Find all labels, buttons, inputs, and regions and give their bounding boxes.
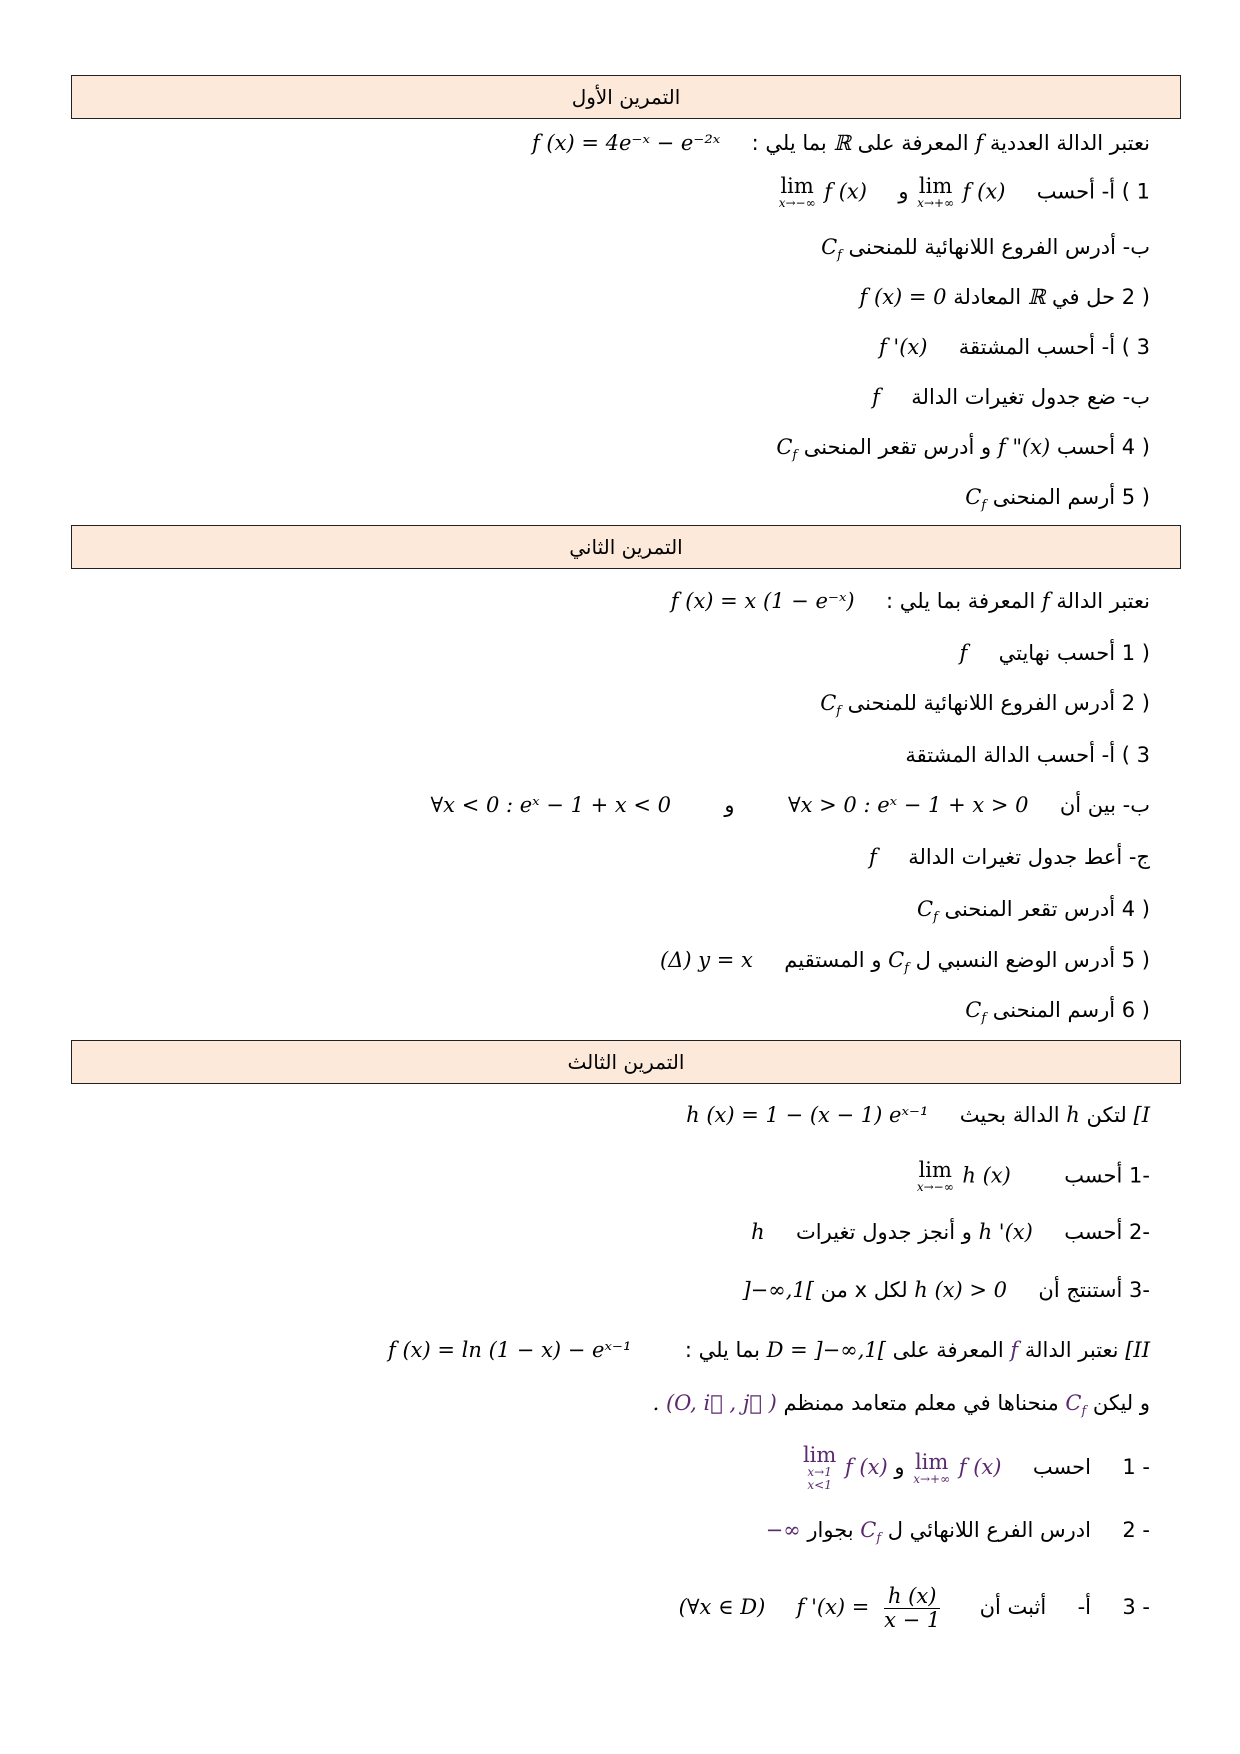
ex2-intro-text: نعتبر الدالة <box>1056 589 1150 613</box>
ex2-q5-line: (Δ) y = x <box>660 948 753 972</box>
ex3-p1 <box>801 1445 1150 1492</box>
ex2-cf-sub: f <box>876 1530 882 1546</box>
ex3-partII-label: [II <box>1125 1338 1150 1362</box>
ex2-q6 <box>965 995 1150 1025</box>
ex1-intro-mid: المعرفة على <box>857 131 969 155</box>
ex1-lim-word: lim <box>918 174 953 198</box>
ex2-intro-formula: f (x) = x (1 − e⁻ˣ) <box>670 589 855 613</box>
ex2-cf: C <box>1065 1391 1082 1415</box>
ex3-partII-dot: . <box>652 1391 660 1415</box>
exercise-1-title: التمرين الأول <box>571 85 681 109</box>
ex1-q4-text2: و أدرس تقعر المنحنى <box>803 435 992 459</box>
ex3-p3-text: أثبت أن <box>979 1595 1047 1620</box>
ex1-q3a-num: 3 ) أ- <box>1101 335 1150 359</box>
ex1-intro-R: ℝ <box>833 131 851 155</box>
ex2-q1-f: f <box>959 641 968 665</box>
ex2-q2 <box>820 688 1150 718</box>
ex3-partII-curve <box>653 1388 1150 1418</box>
ex2-q3a-text: أحسب الدالة المشتقة <box>905 743 1095 767</box>
ex2-cf-sub: f <box>836 703 841 719</box>
ex3-q2-h: h <box>751 1220 765 1244</box>
ex1-q1a-num: 1 ) أ- <box>1101 179 1150 204</box>
ex3-q1-lim-sub: x→−∞ <box>916 1180 954 1194</box>
ex2-cf: C <box>917 897 934 921</box>
ex1-q3b <box>872 382 1150 412</box>
ex3-p3-num-frac: h (x) <box>884 1585 940 1609</box>
ex2-q4 <box>917 894 1150 924</box>
ex3-p2-num: 2 - <box>1122 1518 1150 1542</box>
ex3-p3-num: 3 - <box>1122 1595 1150 1620</box>
ex3-q2-text: أحسب <box>1064 1220 1123 1244</box>
ex1-cf-sub: f <box>981 497 987 513</box>
ex1-lim-word: lim <box>780 174 814 198</box>
ex2-q3b-ineq1: ∀x > 0 : eˣ − 1 + x > 0 <box>787 793 1029 817</box>
ex2-q2-num: 2 ) <box>1121 691 1150 715</box>
ex1-q2-R: ℝ <box>1027 285 1046 309</box>
exercise-1-header <box>71 75 1181 119</box>
ex2-q3b-and: و <box>724 793 735 817</box>
ex2-q3a <box>905 740 1150 770</box>
ex3-p1-fx: f (x) <box>958 1455 1002 1480</box>
ex1-lim-word: lim <box>918 1158 952 1182</box>
ex2-intro-end: المعرفة بما يلي : <box>885 589 1036 613</box>
ex1-cf-sub: f <box>792 447 798 463</box>
ex3-p2-inf: −∞ <box>765 1518 801 1542</box>
ex3-p3-lhs: f '(x) = <box>796 1595 870 1620</box>
ex2-q5 <box>660 945 1150 975</box>
ex2-q3b-ineq2: ∀x < 0 : eˣ − 1 + x < 0 <box>430 793 672 817</box>
ex3-q3-ineq: h (x) > 0 <box>914 1278 1008 1302</box>
ex1-q5-text: أرسم المنحنى <box>992 485 1116 509</box>
ex3-p1-lim2-sub2: x<1 <box>807 1478 832 1493</box>
ex1-q2-eq: f (x) = 0 <box>859 285 947 309</box>
ex1-cf-sub: f <box>837 247 842 263</box>
ex1-q4 <box>776 432 1150 462</box>
ex2-cf: C <box>860 1518 877 1542</box>
ex2-q3a-num: 3 ) أ- <box>1101 743 1150 767</box>
ex2-q3c-text: ج- أعط جدول تغيرات الدالة <box>908 845 1150 869</box>
ex2-cf-sub: f <box>1081 1403 1087 1419</box>
ex1-lim-word: lim <box>802 1443 837 1467</box>
ex2-q6-num: 6 ) <box>1121 998 1150 1022</box>
ex3-q2-hp: h '(x) <box>978 1220 1033 1244</box>
ex3-q1 <box>915 1160 1150 1194</box>
ex3-p1-num: 1 - <box>1122 1455 1150 1480</box>
ex3-partII-cf-text2: منحناها في معلم متعامد ممنظم <box>783 1391 1059 1415</box>
exercise-2-title: التمرين الثاني <box>569 535 683 559</box>
ex2-q1-num: 1 ) <box>1121 641 1150 665</box>
ex3-partII-cf-text: و ليكن <box>1092 1391 1150 1415</box>
ex3-q2-num: 2- <box>1129 1220 1150 1244</box>
ex1-q2-text: حل في <box>1051 285 1116 309</box>
ex1-q2 <box>860 282 1150 312</box>
ex2-cf-sub: f <box>904 960 909 976</box>
exercise-2-header <box>71 525 1181 569</box>
ex2-q5-num: 5 ) <box>1121 948 1150 972</box>
ex3-p1-fx: f (x) <box>844 1455 888 1480</box>
ex3-q3 <box>742 1275 1150 1305</box>
ex2-intro-f: f <box>1041 589 1050 613</box>
ex3-partII-text2: المعرفة على <box>892 1338 1004 1362</box>
ex3-q3-text2: لكل x من <box>820 1278 908 1302</box>
ex1-q1a-text: أحسب <box>1036 179 1095 204</box>
ex1-q5-num: 5 ) <box>1121 485 1150 509</box>
ex2-q1 <box>959 638 1150 668</box>
ex1-intro-formula: f (x) = 4e⁻ˣ − e⁻²ˣ <box>531 131 721 155</box>
ex2-q6-text: أرسم المنحنى <box>992 998 1116 1022</box>
ex3-p2-text: ادرس الفرع اللانهائي ل <box>887 1518 1091 1542</box>
ex1-intro-text: نعتبر الدالة العددية <box>989 131 1150 155</box>
ex2-q4-num: 4 ) <box>1121 897 1150 921</box>
ex3-q1-text: أحسب <box>1064 1163 1123 1188</box>
ex2-q5-text: أدرس الوضع النسبي ل <box>915 948 1116 972</box>
ex3-p3-den-frac: x − 1 <box>884 1608 941 1633</box>
ex3-partI-intro <box>686 1100 1150 1130</box>
ex1-q4-f: f "(x) <box>997 435 1051 459</box>
ex2-intro <box>671 586 1150 616</box>
ex3-p2-text2: بجوار <box>807 1518 854 1542</box>
ex2-q1-text: أحسب نهايتي <box>998 641 1116 665</box>
ex1-q4-num: 4 ) <box>1121 435 1150 459</box>
exercise-3-header <box>71 1040 1181 1084</box>
ex3-q1-hx: h (x) <box>962 1163 1011 1188</box>
ex2-cf: C <box>820 691 837 715</box>
ex3-partII-frame: (O, i⃗ , j⃗ ) <box>665 1391 777 1415</box>
ex1-q1b-text: ب- أدرس الفروع اللانهائية للمنحنى <box>848 235 1150 259</box>
ex2-q2-text: أدرس الفروع اللانهائية للمنحنى <box>847 691 1116 715</box>
ex3-p1-lim2-sub1: x→1 <box>807 1465 832 1479</box>
ex2-q3b-text: ب- بين أن <box>1059 793 1150 817</box>
ex3-p2 <box>766 1515 1150 1545</box>
ex3-q3-num: 3- <box>1129 1278 1150 1302</box>
ex3-p1-and: و <box>894 1455 905 1480</box>
ex1-q5 <box>965 482 1150 512</box>
ex1-q2-text2: المعادلة <box>953 285 1022 309</box>
ex3-partII-formula: f (x) = ln (1 − x) − eˣ⁻¹ <box>388 1338 632 1362</box>
ex1-q3a <box>879 332 1150 362</box>
ex3-partII-text: نعتبر الدالة <box>1024 1338 1119 1362</box>
ex1-cf: C <box>776 435 793 459</box>
ex3-partII-f: f <box>1010 1338 1019 1362</box>
ex1-q4-text: أحسب <box>1056 435 1116 459</box>
ex1-q3b-f: f <box>872 385 880 409</box>
ex3-p3-a: أ- <box>1077 1595 1091 1620</box>
ex1-q3a-text: أحسب المشتقة <box>958 335 1095 359</box>
ex2-q3c-f: f <box>869 845 877 869</box>
ex1-fx: f (x) <box>962 179 1006 204</box>
ex1-q3b-text: ب- ضع جدول تغيرات الدالة <box>911 385 1150 409</box>
ex2-cf-sub: f <box>933 909 938 925</box>
ex1-intro-end: بما يلي : <box>751 131 827 155</box>
ex1-q1a-lim1-sub: x→+∞ <box>917 196 955 210</box>
ex3-partII-text3: بما يلي : <box>684 1338 760 1362</box>
ex1-lim-word: lim <box>914 1449 949 1474</box>
ex3-p3-cond: (∀x ∈ D) <box>678 1595 766 1620</box>
exercise-3-title: التمرين الثالث <box>567 1050 685 1074</box>
ex3-q3-interval: ]−∞,1[ <box>742 1278 814 1302</box>
ex2-q4-text: أدرس تقعر المنحنى <box>944 897 1116 921</box>
ex2-q3c <box>869 842 1150 872</box>
ex2-cf: C <box>965 998 982 1022</box>
ex3-q2 <box>751 1217 1150 1247</box>
ex3-partI-h: h <box>1066 1103 1080 1127</box>
ex3-p1-text: احسب <box>1032 1455 1091 1480</box>
ex3-partII-domain: D = ]−∞,1[ <box>766 1338 886 1362</box>
ex3-q2-text2: و أنجز جدول تغيرات <box>796 1220 972 1244</box>
ex1-cf: C <box>965 485 982 509</box>
ex2-cf-sub: f <box>981 1010 987 1026</box>
ex3-partII-intro <box>388 1335 1150 1365</box>
ex3-partI-label: [I <box>1133 1103 1150 1127</box>
ex1-q1b <box>821 232 1150 262</box>
ex3-partI-text2: الدالة بحيث <box>959 1103 1060 1127</box>
ex3-q1-num: 1- <box>1129 1163 1150 1188</box>
ex1-fx: f (x) <box>824 179 867 204</box>
ex1-intro-f: f <box>975 131 984 155</box>
ex3-q3-text: أستنتج أن <box>1038 1278 1123 1302</box>
ex3-p3 <box>679 1585 1150 1632</box>
ex1-q3a-f: f '(x) <box>878 335 928 359</box>
ex1-q1a <box>777 176 1150 210</box>
ex3-p1-lim1-sub: x→+∞ <box>913 1471 951 1486</box>
ex2-q5-text2: و المستقيم <box>784 948 882 972</box>
ex3-partI-formula: h (x) = 1 − (x − 1) eˣ⁻¹ <box>686 1103 929 1127</box>
ex1-cf: C <box>821 235 838 259</box>
ex1-q2-num: 2 ) <box>1121 285 1150 309</box>
ex1-intro <box>532 128 1150 158</box>
ex1-q1a-and: و <box>898 179 909 204</box>
ex2-q3b <box>431 790 1151 820</box>
ex3-partI-text: لتكن <box>1086 1103 1127 1127</box>
ex2-cf: C <box>888 948 905 972</box>
ex1-q1a-lim2-sub: x→−∞ <box>778 196 816 210</box>
